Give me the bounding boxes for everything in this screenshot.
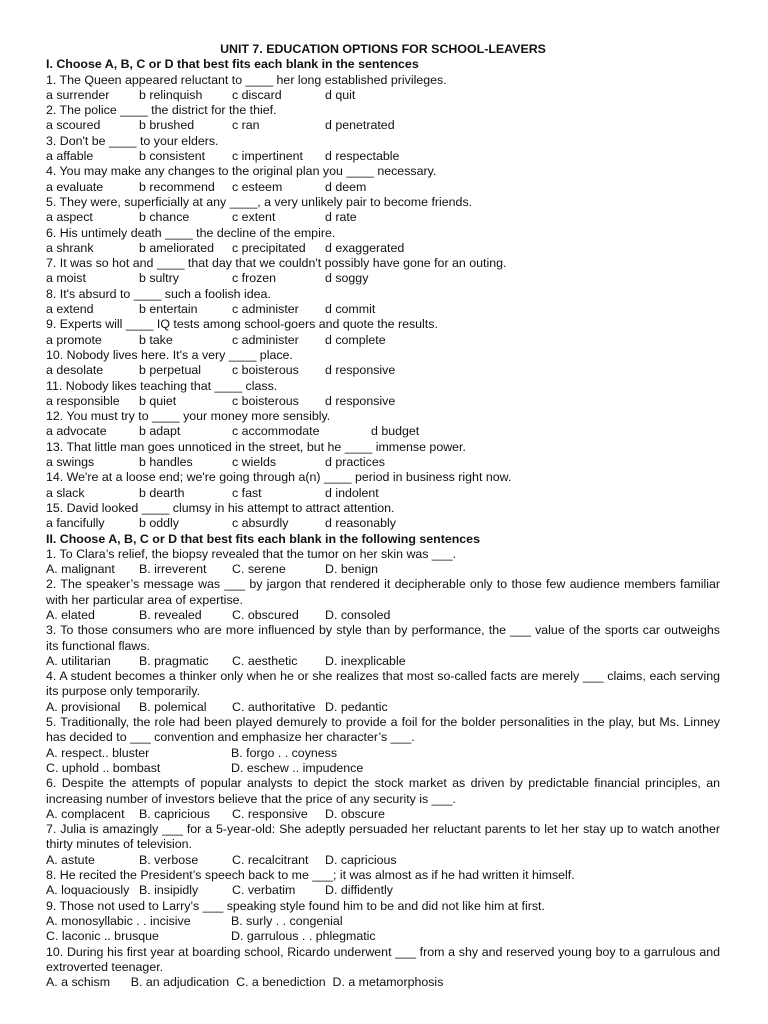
option-a: a extend [46, 302, 94, 317]
option-b: b brushed [139, 118, 195, 133]
option-c: C. laconic .. brusque [46, 929, 159, 944]
option-a: a moist [46, 271, 86, 286]
option-a: a shrank [46, 240, 94, 255]
options-row [46, 746, 720, 761]
option-b: b relinquish [139, 87, 203, 102]
option-b: B. surly . . congenial [231, 913, 343, 928]
options-row [46, 210, 720, 225]
option-b: B. verbose [139, 852, 199, 867]
option-b: B. polemical [139, 699, 207, 714]
options-row [46, 455, 720, 470]
option-a: A. utilitarian [46, 653, 111, 668]
option-c: c boisterous [232, 363, 299, 378]
options-row [46, 180, 720, 195]
option-b: B. revealed [139, 607, 202, 622]
option-d: d exaggerated [325, 240, 405, 255]
section1-list [46, 73, 720, 532]
option-a: a promote [46, 332, 102, 347]
section2-heading: II. Choose A, B, C or D that best fits each blank in the following sentences [46, 531, 480, 546]
option-c: c impertinent [232, 149, 303, 164]
option-d: D. pedantic [325, 699, 388, 714]
option-a: A. complacent [46, 806, 125, 821]
option-a: a aspect [46, 210, 93, 225]
question-text: 3. Don't be ____ to your elders. [46, 133, 219, 148]
option-a: A. malignant [46, 562, 115, 577]
options-row [46, 929, 720, 944]
option-a: a evaluate [46, 179, 104, 194]
options-row [46, 654, 720, 669]
option-b: b entertain [139, 302, 198, 317]
option-d: d penetrated [325, 118, 395, 133]
options-row [46, 914, 720, 929]
options-row [46, 562, 720, 577]
option-d: d deem [325, 179, 367, 194]
options-row [46, 807, 720, 822]
option-c: c wields [232, 455, 277, 470]
option-a: A. astute [46, 852, 95, 867]
option-d: D. benign [325, 562, 379, 577]
options-row [46, 149, 720, 164]
options-row [46, 853, 720, 868]
option-b: b adapt [139, 424, 181, 439]
section1-heading: I. Choose A, B, C or D that best fits each blank in the sentences [46, 57, 419, 72]
option-a: a scoured [46, 118, 101, 133]
option-b: b recommend [139, 179, 215, 194]
options-row [46, 700, 720, 715]
options-row [46, 486, 720, 501]
option-d: D. consoled [325, 607, 391, 622]
option-a: A. loquaciously [46, 883, 130, 898]
option-b: b dearth [139, 485, 185, 500]
option-c: C. aesthetic [232, 653, 298, 668]
question-text: 1. To Clara’s relief, the biopsy revealed that the tumor on her skin was ___. [46, 546, 457, 561]
option-d: D. garrulous . . phlegmatic [231, 929, 376, 944]
option-b: B. insipidly [139, 883, 199, 898]
option-c: c esteem [232, 179, 283, 194]
option-b: B. forgo . . coyness [231, 745, 338, 760]
option-a: A. respect.. bluster [46, 745, 150, 760]
options-row [46, 363, 720, 378]
option-b: b perpetual [139, 363, 202, 378]
option-d: D. capricious [325, 852, 397, 867]
option-a: A. monosyllabic . . incisive [46, 913, 191, 928]
options-row [46, 761, 720, 776]
options-row [46, 271, 720, 286]
option-c: c fast [232, 485, 262, 500]
option-d: D. diffidently [325, 883, 393, 898]
option-c: c absurdly [232, 516, 289, 531]
question-text: 13. That little man goes unnoticed in the street, but he ____ immense power. [46, 439, 466, 454]
option-c: C. verbatim [232, 883, 296, 898]
option-c: C. authoritative [232, 699, 316, 714]
option-a: A. provisional [46, 699, 121, 714]
option-b: B. capricious [139, 806, 210, 821]
question-text: 3. To those consumers who are more influenced by style than by performance, the ___ value of the sports car outweighs its functional flaws. [46, 623, 720, 653]
option-c: c frozen [232, 271, 277, 286]
option-b: b consistent [139, 149, 206, 164]
option-b: b take [139, 332, 173, 347]
question-text: 2. The police ____ the district for the thief. [46, 103, 277, 118]
option-a: a slack [46, 485, 85, 500]
question-text: 4. A student becomes a thinker only when he or she realizes that most so-called facts are merely ___ claims, each serving its purpose only temporarily. [46, 669, 720, 699]
option-d: d responsive [325, 363, 396, 378]
question-text: 8. It's absurd to ____ such a foolish idea. [46, 286, 271, 301]
section2-list [46, 547, 720, 991]
option-a: a desolate [46, 363, 104, 378]
question-text: 15. David looked ____ clumsy in his attempt to attract attention. [46, 500, 395, 515]
option-d: D. inexplicable [325, 653, 406, 668]
option-b: b ameliorated [139, 240, 215, 255]
options-row [46, 88, 720, 103]
options-row [46, 394, 720, 409]
option-b: b handles [139, 455, 193, 470]
option-b: B. irreverent [139, 562, 207, 577]
question-text: 5. They were, superficially at any ____, a very unlikely pair to become friends. [46, 194, 473, 209]
option-d: d quit [325, 87, 356, 102]
option-d: d respectable [325, 149, 400, 164]
question-text: 7. It was so hot and ____ that day that we couldn't possibly have gone for an outing. [46, 256, 507, 271]
option-c: C. recalcitrant [232, 852, 309, 867]
option-a: a fancifully [46, 516, 105, 531]
option-c: c ran [232, 118, 260, 133]
option-a: a affable [46, 149, 94, 164]
options-row [46, 424, 720, 439]
option-c: c boisterous [232, 393, 299, 408]
option-c: C. uphold .. bombast [46, 760, 161, 775]
option-d: D. obscure [325, 806, 385, 821]
option-a: a surrender [46, 87, 110, 102]
option-d: d practices [325, 455, 385, 470]
question-text: 1. The Queen appeared reluctant to ____ her long established privileges. [46, 72, 447, 87]
option-a: a responsible [46, 393, 120, 408]
option-d: d soggy [325, 271, 369, 286]
option-d: d indolent [325, 485, 379, 500]
option-c: c accommodate [232, 424, 320, 439]
option-d: D. eschew .. impudence [231, 760, 364, 775]
option-b: b oddly [139, 516, 179, 531]
option-b: b quiet [139, 393, 177, 408]
options-row [46, 118, 720, 133]
page-title: UNIT 7. EDUCATION OPTIONS FOR SCHOOL-LEAVERS [220, 42, 546, 56]
option-b: b sultry [139, 271, 179, 286]
question-text: 11. Nobody likes teaching that ____ class. [46, 378, 278, 393]
option-d: d budget [371, 424, 420, 439]
option-c: c administer [232, 302, 299, 317]
option-c: c extent [232, 210, 276, 225]
question-text: 10. Nobody lives here. It's a very ____ place. [46, 347, 293, 362]
question-text: 9. Experts will ____ IQ tests among school-goers and quote the results. [46, 317, 438, 332]
option-d: d commit [325, 302, 376, 317]
option-a: a advocate [46, 424, 107, 439]
options-row [46, 241, 720, 256]
question-text: 6. His untimely death ____ the decline of the empire. [46, 225, 336, 240]
option-d: d complete [325, 332, 386, 347]
options-row [46, 333, 720, 348]
option-b: B. pragmatic [139, 653, 209, 668]
option-b: b chance [139, 210, 190, 225]
option-c: C. serene [232, 562, 286, 577]
option-c: c administer [232, 332, 299, 347]
question-text: 8. He recited the President’s speech back to me ___; it was almost as if he had written it himself. [46, 868, 575, 883]
options-row: A. a schism B. an adjudication C. a benediction D. a metamorphosis [46, 975, 444, 990]
options-row [46, 516, 720, 531]
options-row [46, 608, 720, 623]
question-text: 5. Traditionally, the role had been played demurely to provide a foil for the bolder personalities in the play, but Ms. Linney has decided to ___ convention and emphasize her character’s ___. [46, 715, 720, 745]
options-row [46, 302, 720, 317]
question-text: 4. You may make any changes to the original plan you ____ necessary. [46, 164, 437, 179]
option-d: d responsive [325, 393, 396, 408]
option-c: C. responsive [232, 806, 308, 821]
question-text: 10. During his first year at boarding school, Ricardo underwent ___ from a shy and reserved young boy to a garrulous and extroverted teenager. [46, 944, 720, 974]
options-row [46, 883, 720, 898]
option-d: d reasonably [325, 516, 396, 531]
option-c: c discard [232, 87, 282, 102]
question-text: 7. Julia is amazingly ___ for a 5-year-old: She adeptly persuaded her reluctant parents to let her stay up to watch another thirty minutes of television. [46, 822, 720, 852]
option-c: C. obscured [232, 607, 299, 622]
option-d: d rate [325, 210, 357, 225]
question-text: 6. Despite the attempts of popular analysts to depict the stock market as driven by predictable financial principles, an increasing number of investors believe that the price of any security is ___. [46, 776, 720, 806]
option-a: a swings [46, 455, 95, 470]
question-text: 14. We're at a loose end; we're going through a(n) ____ period in business right now. [46, 470, 512, 485]
option-c: c precipitated [232, 240, 306, 255]
question-text: 2. The speaker’s message was ___ by jargon that rendered it decipherable only to those few audience members familiar with her particular area of expertise. [46, 577, 720, 607]
question-text: 12. You must try to ____ your money more sensibly. [46, 409, 331, 424]
question-text: 9. Those not used to Larry’s ___ speaking style found him to be and did not like him at first. [46, 898, 545, 913]
option-a: A. elated [46, 607, 95, 622]
